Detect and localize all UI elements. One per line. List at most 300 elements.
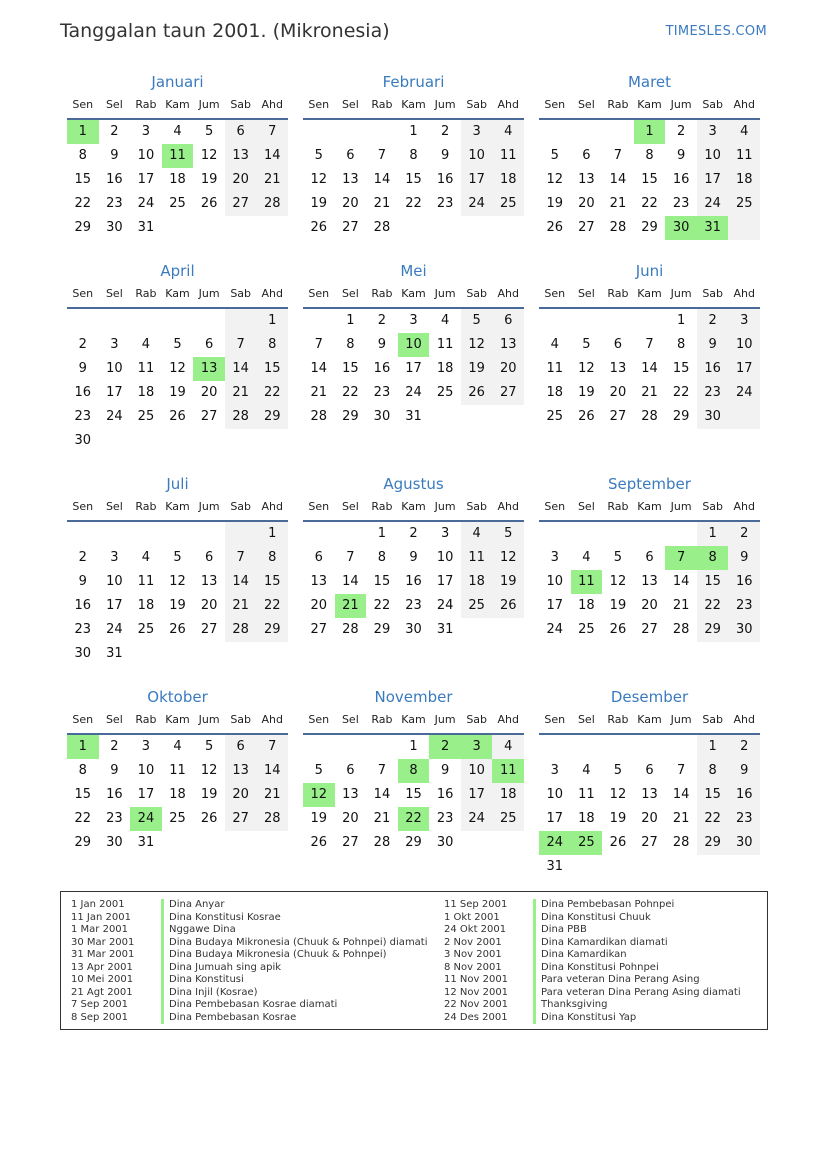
day-cell[interactable]: 29 xyxy=(74,835,92,850)
day-cell[interactable]: 14 xyxy=(256,144,288,168)
day-cell[interactable]: 5 xyxy=(582,337,591,352)
day-cell[interactable]: 5 xyxy=(314,148,323,163)
day-cell[interactable]: 28 xyxy=(373,220,391,235)
day-cell[interactable]: 16 xyxy=(436,172,454,187)
day-cell[interactable]: 6 xyxy=(204,337,214,352)
day-cell[interactable]: 15 xyxy=(256,357,288,381)
day-cell[interactable]: 19 xyxy=(310,196,328,211)
day-cell[interactable]: 10 xyxy=(728,333,760,357)
day-cell[interactable]: 1 xyxy=(697,735,729,759)
day-cell[interactable]: 15 xyxy=(373,574,391,589)
day-cell[interactable]: 3 xyxy=(440,526,450,541)
day-cell[interactable]: 21 xyxy=(373,196,391,211)
day-cell[interactable]: 25 xyxy=(436,385,454,400)
day-cell[interactable]: 22 xyxy=(373,598,391,613)
day-cell[interactable]: 2 xyxy=(78,550,87,565)
day-cell[interactable]: 14 xyxy=(672,787,690,802)
day-cell[interactable]: 6 xyxy=(492,309,524,333)
day-cell[interactable]: 1 xyxy=(67,120,99,144)
day-cell[interactable]: 11 xyxy=(169,763,186,778)
day-cell[interactable]: 28 xyxy=(641,409,658,424)
day-cell[interactable]: 30 xyxy=(728,618,760,642)
day-cell[interactable]: 20 xyxy=(641,811,658,826)
day-cell[interactable]: 17 xyxy=(405,361,422,376)
day-cell[interactable]: 29 xyxy=(697,618,729,642)
day-cell[interactable]: 10 xyxy=(697,144,729,168)
day-cell[interactable]: 18 xyxy=(137,385,155,400)
day-cell[interactable]: 4 xyxy=(173,739,182,754)
day-cell[interactable]: 2 xyxy=(676,124,686,139)
day-cell[interactable]: 19 xyxy=(169,385,186,400)
day-cell[interactable]: 8 xyxy=(377,550,387,565)
day-cell[interactable]: 25 xyxy=(728,192,760,216)
day-cell[interactable]: 9 xyxy=(377,337,387,352)
day-cell[interactable]: 11 xyxy=(436,337,454,352)
day-cell[interactable]: 25 xyxy=(492,192,524,216)
day-cell[interactable]: 17 xyxy=(697,168,729,192)
day-cell[interactable]: 18 xyxy=(578,598,595,613)
day-cell[interactable]: 10 xyxy=(137,763,155,778)
day-cell[interactable]: 5 xyxy=(173,337,182,352)
day-cell[interactable]: 23 xyxy=(672,196,690,211)
day-cell[interactable]: 24 xyxy=(546,622,564,637)
day-cell[interactable]: 25 xyxy=(571,831,603,855)
day-cell[interactable]: 27 xyxy=(342,835,359,850)
day-cell[interactable]: 21 xyxy=(256,783,288,807)
day-cell[interactable]: 22 xyxy=(74,811,92,826)
day-cell[interactable]: 17 xyxy=(728,357,760,381)
day-cell[interactable]: 26 xyxy=(609,622,627,637)
day-cell[interactable]: 24 xyxy=(405,385,422,400)
day-cell[interactable]: 25 xyxy=(137,409,155,424)
day-cell[interactable]: 24 xyxy=(106,409,123,424)
day-cell[interactable]: 23 xyxy=(728,807,760,831)
day-cell[interactable]: 14 xyxy=(672,574,690,589)
day-cell[interactable]: 4 xyxy=(141,337,151,352)
day-cell[interactable]: 12 xyxy=(578,361,595,376)
day-cell[interactable]: 3 xyxy=(728,309,760,333)
day-cell[interactable]: 21 xyxy=(672,811,690,826)
day-cell[interactable]: 15 xyxy=(641,172,658,187)
day-cell[interactable]: 13 xyxy=(641,574,658,589)
day-cell[interactable]: 15 xyxy=(342,361,359,376)
day-cell[interactable]: 17 xyxy=(461,168,493,192)
day-cell[interactable]: 7 xyxy=(225,546,257,570)
day-cell[interactable]: 19 xyxy=(609,811,627,826)
day-cell[interactable]: 9 xyxy=(110,148,119,163)
day-cell[interactable]: 10 xyxy=(106,361,123,376)
day-cell[interactable]: 2 xyxy=(110,739,119,754)
day-cell[interactable]: 30 xyxy=(697,405,729,429)
day-cell[interactable]: 16 xyxy=(436,787,454,802)
day-cell[interactable]: 21 xyxy=(256,168,288,192)
day-cell[interactable]: 10 xyxy=(546,787,564,802)
day-cell[interactable]: 27 xyxy=(310,622,328,637)
day-cell[interactable]: 27 xyxy=(200,409,218,424)
day-cell[interactable]: 17 xyxy=(436,574,454,589)
day-cell[interactable]: 26 xyxy=(200,811,218,826)
day-cell[interactable]: 6 xyxy=(225,120,257,144)
day-cell[interactable]: 28 xyxy=(225,405,257,429)
day-cell[interactable]: 11 xyxy=(571,570,603,594)
day-cell[interactable]: 16 xyxy=(106,787,123,802)
day-cell[interactable]: 29 xyxy=(74,220,92,235)
day-cell[interactable]: 9 xyxy=(676,148,686,163)
day-cell[interactable]: 16 xyxy=(74,385,92,400)
day-cell[interactable]: 5 xyxy=(492,522,524,546)
day-cell[interactable]: 12 xyxy=(303,783,335,807)
day-cell[interactable]: 20 xyxy=(200,385,218,400)
day-cell[interactable]: 10 xyxy=(461,759,493,783)
day-cell[interactable]: 5 xyxy=(314,763,323,778)
day-cell[interactable]: 23 xyxy=(697,381,729,405)
day-cell[interactable]: 11 xyxy=(578,787,595,802)
day-cell[interactable]: 6 xyxy=(204,550,214,565)
day-cell[interactable]: 1 xyxy=(634,120,666,144)
day-cell[interactable]: 7 xyxy=(613,148,623,163)
day-cell[interactable]: 14 xyxy=(310,361,328,376)
day-cell[interactable]: 6 xyxy=(314,550,323,565)
day-cell[interactable]: 3 xyxy=(409,313,418,328)
day-cell[interactable]: 1 xyxy=(67,735,99,759)
day-cell[interactable]: 7 xyxy=(225,333,257,357)
day-cell[interactable]: 27 xyxy=(641,835,658,850)
day-cell[interactable]: 24 xyxy=(461,807,493,831)
day-cell[interactable]: 9 xyxy=(78,574,87,589)
day-cell[interactable]: 29 xyxy=(256,618,288,642)
day-cell[interactable]: 5 xyxy=(204,124,214,139)
day-cell[interactable]: 30 xyxy=(373,409,391,424)
day-cell[interactable]: 16 xyxy=(728,783,760,807)
day-cell[interactable]: 12 xyxy=(609,574,627,589)
day-cell[interactable]: 22 xyxy=(697,594,729,618)
day-cell[interactable]: 8 xyxy=(676,337,686,352)
day-cell[interactable]: 26 xyxy=(310,220,328,235)
day-cell[interactable]: 11 xyxy=(461,546,493,570)
day-cell[interactable]: 5 xyxy=(173,550,182,565)
day-cell[interactable]: 17 xyxy=(106,385,123,400)
day-cell[interactable]: 28 xyxy=(256,192,288,216)
day-cell[interactable]: 12 xyxy=(169,361,186,376)
day-cell[interactable]: 4 xyxy=(440,313,450,328)
day-cell[interactable]: 18 xyxy=(578,811,595,826)
day-cell[interactable]: 30 xyxy=(106,835,123,850)
day-cell[interactable]: 20 xyxy=(492,357,524,381)
day-cell[interactable]: 26 xyxy=(200,196,218,211)
day-cell[interactable]: 17 xyxy=(106,598,123,613)
day-cell[interactable]: 10 xyxy=(546,574,564,589)
day-cell[interactable]: 27 xyxy=(200,622,218,637)
day-cell[interactable]: 4 xyxy=(582,763,591,778)
day-cell[interactable]: 15 xyxy=(405,787,422,802)
day-cell[interactable]: 13 xyxy=(641,787,658,802)
day-cell[interactable]: 22 xyxy=(398,807,430,831)
day-cell[interactable]: 26 xyxy=(546,220,564,235)
day-cell[interactable]: 28 xyxy=(225,618,257,642)
day-cell[interactable]: 16 xyxy=(728,570,760,594)
day-cell[interactable]: 20 xyxy=(578,196,595,211)
day-cell[interactable]: 19 xyxy=(200,787,218,802)
day-cell[interactable]: 16 xyxy=(106,172,123,187)
day-cell[interactable]: 30 xyxy=(74,433,92,448)
day-cell[interactable]: 1 xyxy=(409,739,418,754)
day-cell[interactable]: 18 xyxy=(169,787,186,802)
day-cell[interactable]: 12 xyxy=(310,172,328,187)
day-cell[interactable]: 24 xyxy=(697,192,729,216)
day-cell[interactable]: 15 xyxy=(256,570,288,594)
day-cell[interactable]: 27 xyxy=(609,409,627,424)
day-cell[interactable]: 21 xyxy=(641,385,658,400)
day-cell[interactable]: 19 xyxy=(200,172,218,187)
day-cell[interactable]: 27 xyxy=(578,220,595,235)
day-cell[interactable]: 1 xyxy=(697,522,729,546)
day-cell[interactable]: 19 xyxy=(310,811,328,826)
day-cell[interactable]: 19 xyxy=(169,598,186,613)
day-cell[interactable]: 10 xyxy=(461,144,493,168)
day-cell[interactable]: 2 xyxy=(78,337,87,352)
day-cell[interactable]: 15 xyxy=(74,787,92,802)
day-cell[interactable]: 22 xyxy=(697,807,729,831)
day-cell[interactable]: 10 xyxy=(436,550,454,565)
day-cell[interactable]: 13 xyxy=(200,574,218,589)
day-cell[interactable]: 29 xyxy=(672,409,690,424)
day-cell[interactable]: 11 xyxy=(492,144,524,168)
day-cell[interactable]: 21 xyxy=(225,381,257,405)
day-cell[interactable]: 28 xyxy=(342,622,359,637)
day-cell[interactable]: 6 xyxy=(225,735,257,759)
day-cell[interactable]: 23 xyxy=(436,196,454,211)
day-cell[interactable]: 7 xyxy=(665,546,697,570)
day-cell[interactable]: 12 xyxy=(546,172,564,187)
day-cell[interactable]: 13 xyxy=(310,574,328,589)
day-cell[interactable]: 8 xyxy=(697,759,729,783)
day-cell[interactable]: 21 xyxy=(609,196,627,211)
day-cell[interactable]: 25 xyxy=(137,622,155,637)
day-cell[interactable]: 23 xyxy=(728,594,760,618)
day-cell[interactable]: 29 xyxy=(256,405,288,429)
day-cell[interactable]: 22 xyxy=(256,594,288,618)
day-cell[interactable]: 24 xyxy=(461,192,493,216)
day-cell[interactable]: 14 xyxy=(373,787,391,802)
day-cell[interactable]: 5 xyxy=(550,148,559,163)
day-cell[interactable]: 7 xyxy=(256,120,288,144)
day-cell[interactable]: 29 xyxy=(342,409,359,424)
day-cell[interactable]: 25 xyxy=(169,196,186,211)
day-cell[interactable]: 8 xyxy=(645,148,654,163)
day-cell[interactable]: 20 xyxy=(225,783,257,807)
brand-link[interactable]: TIMESLES.COM xyxy=(665,24,767,39)
day-cell[interactable]: 6 xyxy=(346,148,355,163)
day-cell[interactable]: 2 xyxy=(110,124,119,139)
day-cell[interactable]: 16 xyxy=(373,361,391,376)
day-cell[interactable]: 13 xyxy=(193,357,225,381)
day-cell[interactable]: 31 xyxy=(405,409,422,424)
day-cell[interactable]: 14 xyxy=(609,172,627,187)
day-cell[interactable]: 24 xyxy=(728,381,760,405)
day-cell[interactable]: 20 xyxy=(342,811,359,826)
day-cell[interactable]: 4 xyxy=(492,735,524,759)
day-cell[interactable]: 10 xyxy=(106,574,123,589)
day-cell[interactable]: 18 xyxy=(137,598,155,613)
day-cell[interactable]: 1 xyxy=(346,313,355,328)
day-cell[interactable]: 19 xyxy=(546,196,564,211)
day-cell[interactable]: 25 xyxy=(492,807,524,831)
day-cell[interactable]: 28 xyxy=(609,220,627,235)
day-cell[interactable]: 14 xyxy=(225,570,257,594)
day-cell[interactable]: 2 xyxy=(377,313,387,328)
day-cell[interactable]: 17 xyxy=(546,811,564,826)
day-cell[interactable]: 19 xyxy=(492,570,524,594)
day-cell[interactable]: 4 xyxy=(582,550,591,565)
day-cell[interactable]: 12 xyxy=(200,148,218,163)
day-cell[interactable]: 18 xyxy=(436,361,454,376)
day-cell[interactable]: 20 xyxy=(200,598,218,613)
day-cell[interactable]: 8 xyxy=(256,546,288,570)
day-cell[interactable]: 30 xyxy=(74,646,92,661)
day-cell[interactable]: 18 xyxy=(728,168,760,192)
day-cell[interactable]: 22 xyxy=(641,196,658,211)
day-cell[interactable]: 15 xyxy=(74,172,92,187)
day-cell[interactable]: 23 xyxy=(106,811,123,826)
day-cell[interactable]: 6 xyxy=(645,550,654,565)
day-cell[interactable]: 28 xyxy=(256,807,288,831)
day-cell[interactable]: 27 xyxy=(492,381,524,405)
day-cell[interactable]: 28 xyxy=(672,622,690,637)
day-cell[interactable]: 31 xyxy=(697,216,729,240)
day-cell[interactable]: 1 xyxy=(256,522,288,546)
day-cell[interactable]: 23 xyxy=(74,409,92,424)
day-cell[interactable]: 7 xyxy=(346,550,355,565)
day-cell[interactable]: 3 xyxy=(461,735,493,759)
day-cell[interactable]: 23 xyxy=(106,196,123,211)
day-cell[interactable]: 1 xyxy=(409,124,418,139)
day-cell[interactable]: 23 xyxy=(436,811,454,826)
day-cell[interactable]: 21 xyxy=(335,594,367,618)
day-cell[interactable]: 20 xyxy=(310,598,328,613)
day-cell[interactable]: 20 xyxy=(225,168,257,192)
day-cell[interactable]: 8 xyxy=(409,148,418,163)
day-cell[interactable]: 23 xyxy=(373,385,391,400)
day-cell[interactable]: 24 xyxy=(130,807,162,831)
day-cell[interactable]: 31 xyxy=(546,859,564,874)
day-cell[interactable]: 6 xyxy=(645,763,654,778)
day-cell[interactable]: 31 xyxy=(137,220,155,235)
day-cell[interactable]: 12 xyxy=(492,546,524,570)
day-cell[interactable]: 11 xyxy=(492,759,524,783)
day-cell[interactable]: 26 xyxy=(609,835,627,850)
day-cell[interactable]: 7 xyxy=(377,763,387,778)
day-cell[interactable]: 8 xyxy=(256,333,288,357)
day-cell[interactable]: 16 xyxy=(672,172,690,187)
day-cell[interactable]: 12 xyxy=(200,763,218,778)
day-cell[interactable]: 21 xyxy=(672,598,690,613)
day-cell[interactable]: 22 xyxy=(672,385,690,400)
day-cell[interactable]: 16 xyxy=(697,357,729,381)
day-cell[interactable]: 6 xyxy=(346,763,355,778)
day-cell[interactable]: 7 xyxy=(377,148,387,163)
day-cell[interactable]: 2 xyxy=(429,735,461,759)
day-cell[interactable]: 3 xyxy=(141,739,151,754)
day-cell[interactable]: 3 xyxy=(110,337,119,352)
day-cell[interactable]: 7 xyxy=(676,763,686,778)
day-cell[interactable]: 8 xyxy=(398,759,430,783)
day-cell[interactable]: 21 xyxy=(225,594,257,618)
day-cell[interactable]: 2 xyxy=(728,522,760,546)
day-cell[interactable]: 23 xyxy=(74,622,92,637)
day-cell[interactable]: 27 xyxy=(225,192,257,216)
day-cell[interactable]: 30 xyxy=(728,831,760,855)
day-cell[interactable]: 27 xyxy=(342,220,359,235)
day-cell[interactable]: 26 xyxy=(461,381,493,405)
day-cell[interactable]: 14 xyxy=(641,361,658,376)
day-cell[interactable]: 1 xyxy=(256,309,288,333)
day-cell[interactable]: 28 xyxy=(672,835,690,850)
day-cell[interactable]: 8 xyxy=(346,337,355,352)
day-cell[interactable]: 16 xyxy=(405,574,422,589)
day-cell[interactable]: 24 xyxy=(436,598,454,613)
day-cell[interactable]: 30 xyxy=(436,835,454,850)
day-cell[interactable]: 2 xyxy=(440,124,450,139)
day-cell[interactable]: 30 xyxy=(405,622,422,637)
day-cell[interactable]: 10 xyxy=(137,148,155,163)
day-cell[interactable]: 8 xyxy=(78,148,87,163)
day-cell[interactable]: 13 xyxy=(225,759,257,783)
day-cell[interactable]: 18 xyxy=(461,570,493,594)
day-cell[interactable]: 20 xyxy=(641,598,658,613)
day-cell[interactable]: 11 xyxy=(546,361,564,376)
day-cell[interactable]: 21 xyxy=(310,385,328,400)
day-cell[interactable]: 18 xyxy=(546,385,564,400)
day-cell[interactable]: 3 xyxy=(461,120,493,144)
day-cell[interactable]: 31 xyxy=(106,646,123,661)
day-cell[interactable]: 22 xyxy=(256,381,288,405)
day-cell[interactable]: 26 xyxy=(578,409,595,424)
day-cell[interactable]: 14 xyxy=(256,759,288,783)
day-cell[interactable]: 9 xyxy=(728,759,760,783)
day-cell[interactable]: 28 xyxy=(310,409,328,424)
day-cell[interactable]: 4 xyxy=(461,522,493,546)
day-cell[interactable]: 26 xyxy=(169,409,186,424)
day-cell[interactable]: 13 xyxy=(578,172,595,187)
day-cell[interactable]: 9 xyxy=(110,763,119,778)
day-cell[interactable]: 4 xyxy=(728,120,760,144)
day-cell[interactable]: 3 xyxy=(550,763,559,778)
day-cell[interactable]: 9 xyxy=(78,361,87,376)
day-cell[interactable]: 25 xyxy=(169,811,186,826)
day-cell[interactable]: 14 xyxy=(225,357,257,381)
day-cell[interactable]: 20 xyxy=(342,196,359,211)
day-cell[interactable]: 3 xyxy=(110,550,119,565)
day-cell[interactable]: 18 xyxy=(492,783,524,807)
day-cell[interactable]: 24 xyxy=(106,622,123,637)
day-cell[interactable]: 9 xyxy=(697,333,729,357)
day-cell[interactable]: 29 xyxy=(697,831,729,855)
day-cell[interactable]: 9 xyxy=(728,546,760,570)
day-cell[interactable]: 26 xyxy=(492,594,524,618)
day-cell[interactable]: 30 xyxy=(665,216,697,240)
day-cell[interactable]: 7 xyxy=(645,337,654,352)
day-cell[interactable]: 15 xyxy=(405,172,422,187)
day-cell[interactable]: 26 xyxy=(310,835,328,850)
day-cell[interactable]: 4 xyxy=(141,550,151,565)
day-cell[interactable]: 3 xyxy=(550,550,559,565)
day-cell[interactable]: 1 xyxy=(377,526,387,541)
day-cell[interactable]: 20 xyxy=(609,385,627,400)
day-cell[interactable]: 25 xyxy=(578,622,595,637)
day-cell[interactable]: 3 xyxy=(141,124,151,139)
day-cell[interactable]: 23 xyxy=(405,598,422,613)
day-cell[interactable]: 22 xyxy=(74,196,92,211)
